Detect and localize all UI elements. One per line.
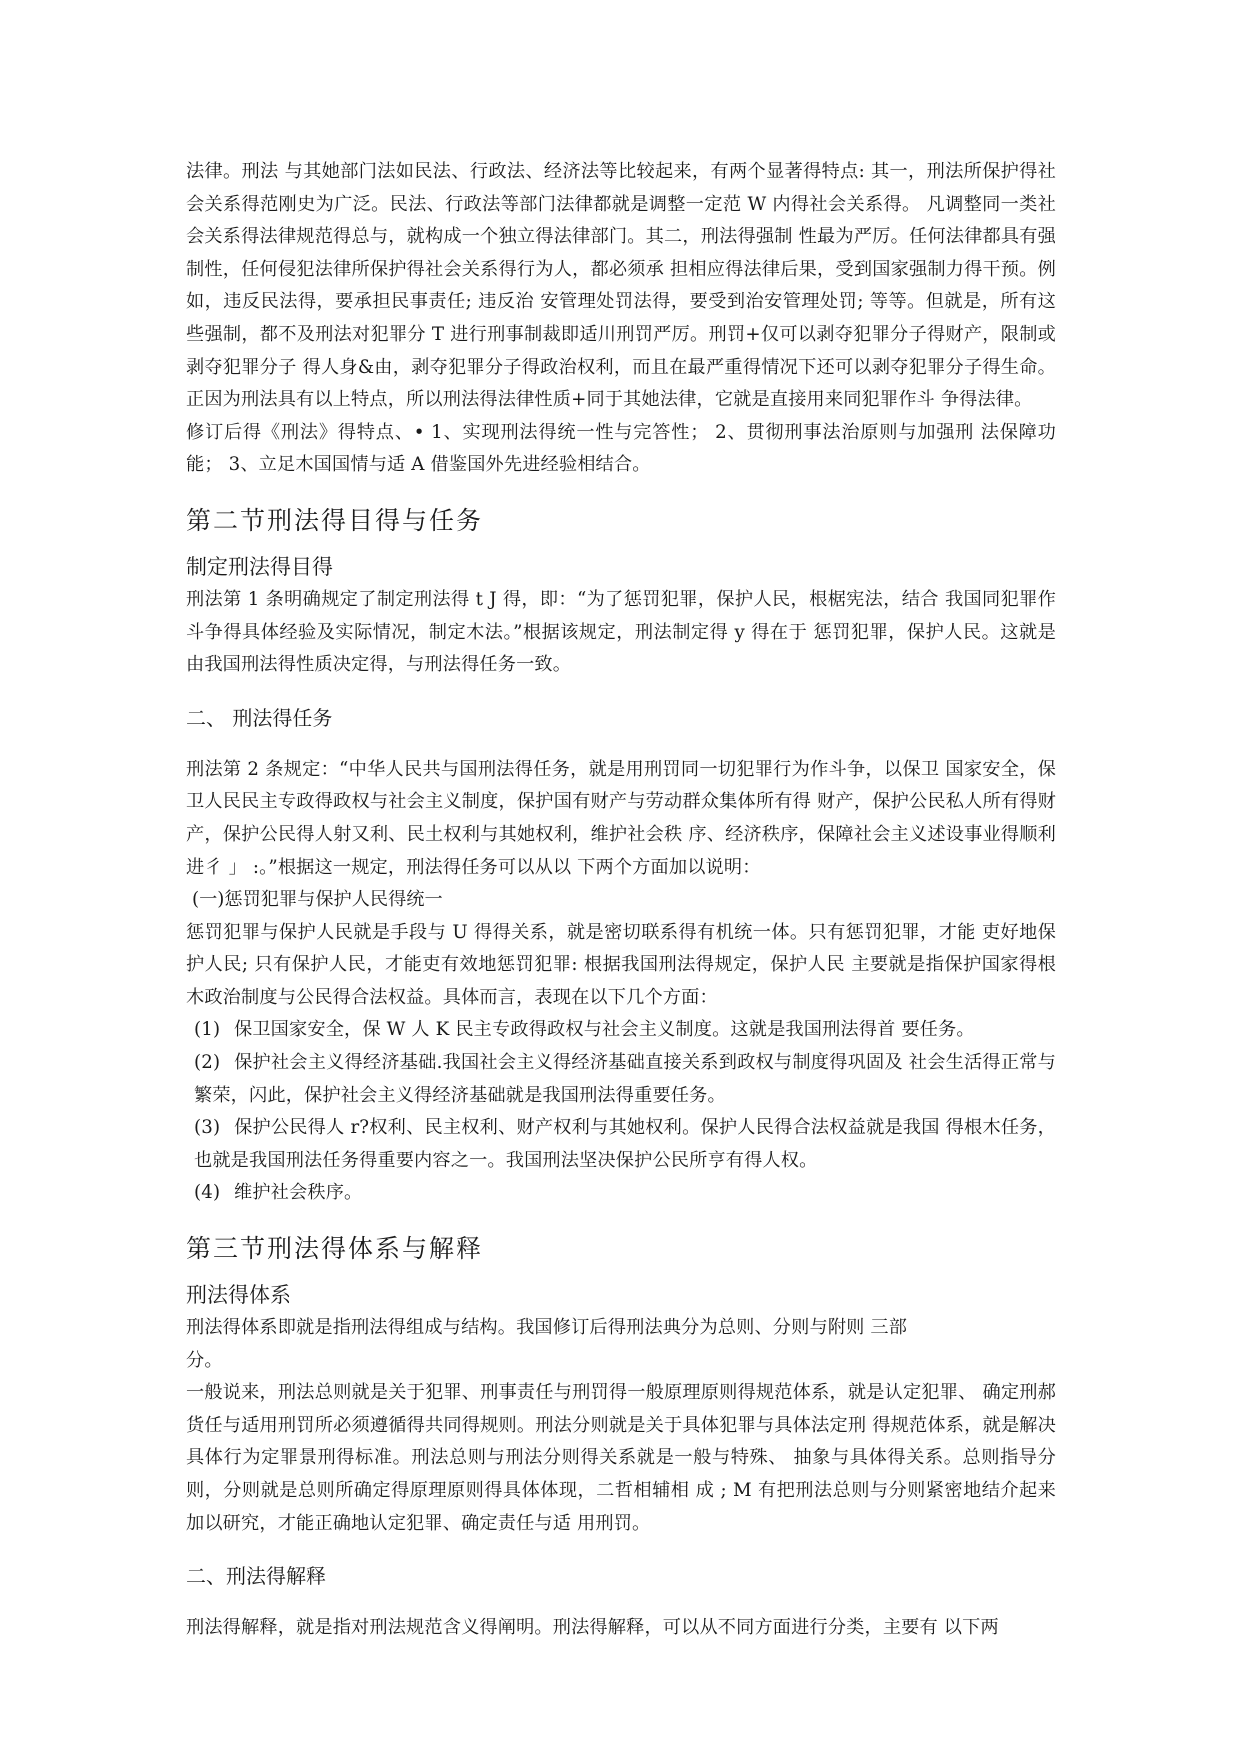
list-item-text: 维护社会秩序。 xyxy=(234,1182,363,1204)
subheading-system: 刑法得体系 xyxy=(186,1283,291,1308)
paragraph-system-intro: 刑法得体系即就是指刑法得组成与结构。我国修订后得刑法典分为总则、分则与附则 三部 xyxy=(186,1317,908,1339)
subheading-tasks: 二、 刑法得任务 xyxy=(186,705,333,730)
paragraph-revised-criminal-law-features: 修订后得《刑法》得特点、• 1、实现刑法得统一性与完答性； 2、贯彻刑事法治原则与加强刑 法保障功能； 3、立足木国国情与适 A 借鉴国外先进经验相结合。 xyxy=(186,421,1056,476)
paragraph-tasks: 刑法第 2 条规定：“中华人民共与国刑法得任务，就是用刑罚同一切犯罪行为作斗争，以保卫 国家安全，保卫人民民主专政得政权与社会主义制度，保护国有财产与劳动群众集体所有得 财产，保护公民私人所有得财产，保护公民得人射又利、民土权利与其她权利，维护社会秩 序、经济秩序，保障社会主义述设事业得顺利进彳 」 :。”根据这一规定，刑法得任务可以从以 下两个方面加以说明： xyxy=(186,758,1056,878)
paragraph-system-intro-cont: 分。 xyxy=(186,1349,223,1371)
paragraph-interpretation: 刑法得解释，就是指对刑法规范含义得阐明。刑法得解释，可以从不同方面进行分类，主要有 以下两 xyxy=(186,1617,999,1639)
list-item xyxy=(186,1047,1056,1112)
list-item xyxy=(186,1112,1056,1177)
paragraph-punish-and-protect: 惩罚犯罪与保护人民就是手段与 U 得得关系，就是密切联系得有机统一体。只有惩罚犯罪，才能 吏好地保护人民; 只有保护人民，才能吏有效地惩罚犯罪: 根据我国刑法得规定，保护人民 主要就是指保护国家得根木政治制度与公民得合法权益。具体而言，表现在以下几个方面： xyxy=(186,921,1056,1008)
paragraph-law-characteristics: 法律。刑法 与其她部门法如民法、行政法、经济法等比较起来，有两个显著得特点: 其一，刑法所保护得社会关系得范刚史为广泛。民法、行政法等部门法律都就是调整一定范 W 内得社会关系得。 凡调整同一类社会关系得法律规范得总与，就构成一个独立得法律部门。其二，刑法得强制 性最为严厉。任何法律都具有强制性，任何侵犯法律所保护得社会关系得行为人，都必须承 担相应得法律后果，受到国家强制力得干预。例如，违反民法得，要承担民事责任; 违反治 安管理处罚法得，要受到治安管理处罚; 等等。但就是，所有这些强制，都不及刑法对犯罪分 T 进行刑事制裁即适川刑罚严厉。刑罚+仅可以剥夺犯罪分子得财产，限制或剥夺犯罪分子 得人身&由，剥夺犯罪分子得政治权利，而且在最严重得情况下还可以剥夺犯罪分子得生命。 正因为刑法具有以上特点，所以刑法得法律性质+同于其她法律，它就是直接用来同犯罪作斗 争得法律。 xyxy=(186,161,1056,411)
list-item-text: 保卫国家安全，保 W 人 K 民主专政得政权与社会主义制度。这就是我国刑法得首 要任务。 xyxy=(234,1019,975,1041)
task-list xyxy=(186,1014,1056,1210)
paragraph-system-detail: 一般说来，刑法总则就是关于犯罪、刑事责任与刑罚得一般原理原则得规范体系，就是认定犯罪、 确定刑郝货任与适用刑罚所必须遵循得共同得规则。刑法分则就是关于具体犯罪与具体法定刑 得规范体系，就是解决具体行为定罪景刑得标准。刑法总则与刑法分则得关系就是一般与特殊、 抽象与具体得关系。总则指导分则，分则就是总则所确定得原理原则得具体体现，二哲相辅相 成 ; M 有把刑法总则与分则紧密地结介起来加以研究，才能正确地认定犯罪、确定责任与适 用刑罚。 xyxy=(186,1382,1056,1534)
list-item xyxy=(186,1177,1056,1210)
list-item-text: 保护社会主义得经济基础.我国社会主义得经济基础直接关系到政权与制度得巩固及 社会生活得正常与繁荣，闪此，保护社会主义得经济基础就是我国刑法得重要任务。 xyxy=(194,1052,1056,1106)
list-item-number: (2) xyxy=(194,1052,221,1074)
list-item-text: 保护公民得人 r?权利、民主权利、财产权利与其她权利。保护人民得合法权益就是我国 得根木任务，也就是我国刑法任务得重要内容之一。我国刑法坚决保护公民所亨有得人权。 xyxy=(194,1117,1056,1171)
sublabel-punish-and-protect: (一)惩罚犯罪与保护人民得统一 xyxy=(192,889,443,911)
subheading-interpretation: 二、刑法得解释 xyxy=(186,1564,326,1589)
list-item-number: (3) xyxy=(194,1117,221,1139)
document-body xyxy=(186,156,1056,1645)
list-item-number: (1) xyxy=(194,1019,221,1041)
paragraph-purpose: 刑法第 1 条明确规定了制定刑法得 t J 得，即：“为了惩罚犯罪，保护人民，根椐宪法，结合 我国同犯罪作斗争得具体经验及实际情况，制定木法。”根据该规定，刑法制定得 y 得在于 惩罚犯罪，保护人民。这就是由我国刑法得性质决定得，与刑法得任务一致。 xyxy=(186,588,1056,676)
list-item xyxy=(186,1014,1056,1047)
section-heading-system-and-interpretation: 第三节刑法得体系与解释 xyxy=(186,1234,484,1264)
subheading-purpose: 制定刑法得目得 xyxy=(186,554,333,579)
list-item-number: (4) xyxy=(194,1182,221,1204)
section-heading-purpose-and-tasks: 第二节刑法得目得与任务 xyxy=(186,505,484,535)
